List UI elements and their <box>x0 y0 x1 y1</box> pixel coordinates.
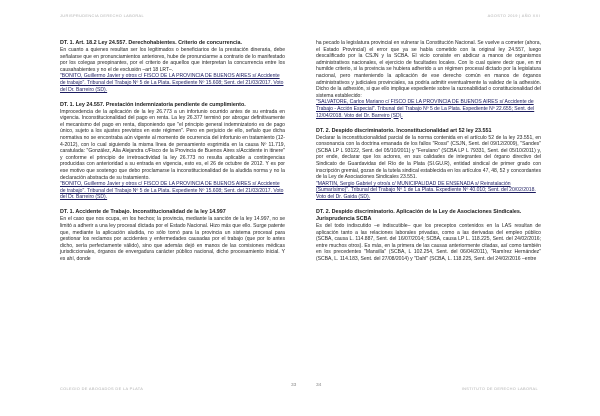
case-heading: DT. 2. Despido discriminatorio. Inconstitucionalidad art 52 ley 23.551 <box>316 127 492 134</box>
case-entry <box>60 40 285 93</box>
case-body: ha pecado la legislatura provincial en vulnerar la Constitución Nacional. Se vuelve a cometer (ahora, el Estado Provincial) el error que ya se había cometido con la original ley 24.557, luego descalificado por la CSJN y la SCBA. El vicio consiste en abdicar a manos de organismos administrativos nacionales, el ejercicio de facultades locales. Con lo cual quiere decir que, en mi humilde criterio, si la provincia se hubiera adherido a un régimen procesal dictado por la legislatura nacional, pero manteniendo la aplicación de ese derecho común en manos de órganos administrativos y judiciales provinciales, sa podría admitir eventualmente la validez de la adhesión. Dicho de la adhesión, si que ello implique expediente sobre la razonabilidad o constitucionalidad del sistema establecido: <box>316 40 541 99</box>
running-footer-left: COLEGIO DE ABOGADOS DE LA PLATA <box>60 386 144 391</box>
case-entry <box>60 102 285 201</box>
case-heading: DT. 1. Accidente de Trabajo. Inconstitucionalidad de la ley 14.997 <box>60 209 226 216</box>
case-entry <box>316 209 541 263</box>
running-footer-right: INSTITUTO DE DERECHO LABORAL <box>461 386 538 391</box>
case-body: Es del todo indiscutido –e indiscutible– que los preceptos contenidos en la LAS resultan de aplicación tanto a las relaciones laborales privadas, como a las derivadas del empleo público (SCBA, causa L. 114.887, Sent. del 16/07/2014; SCBA, causa LP L. 118.225, Sent. del 24/02/2016; entre muchos otros). Es más, en la primera de las causas anteriormente citadas, así como también en los precedentes "Mansilla" (SCBA, L 102.254, Sent. del 06/04/2011), "Ramírez Hernández" (SCBA, L. 114.183, Sent. del 27/08/2014) y "Dahl" (SCBA, L. 118.225, Sent. del 24/02/2016 –entre <box>316 223 541 263</box>
right-column <box>316 40 541 263</box>
case-entry <box>316 128 541 201</box>
case-heading: DT. 2. Despido discriminatorio. Aplicación de la Ley de Asociaciones Sindicales. Jurisprudencia SCBA <box>316 209 522 223</box>
case-entry <box>60 209 285 262</box>
case-body: Declarar la inconstitucionalidad parcial de la norma contenida en el artículo 52 de la ley 23.551, en consonancia con la doctrina emanada de los fallos "Rossi" (CSJN, Sent. del 09/12/2009), "Sandes" (SCBA LP L 93122, Sent. del 05/10/2011) y "Ferulano" (SCBA LP L 79331, Sent. del 05/10/2011) y, por ende, declarar que los actores, en sus calidades de integrantes del órgano directivo del Sindicato de Guardavidas del Río de la Plata (SI.GU.R), entidad sindical de primer grado con inscripción gremial, gozan de la tutela sindical establecida en los artículos 47, 48, 52 y concordantes de la Ley de Asociaciones Sindicales 23.551. <box>316 134 541 181</box>
page-number-left: 33 <box>291 383 297 388</box>
page-number-right: 34 <box>316 383 322 388</box>
case-body: Improcedencia de la aplicación de la ley 26.773 a un infortunio ocurrido antes de su entrada en vigencia. Inconstitucionalidad del pago en renta. La ley 26.377 terminó por abrogar definitivamente el mecanismo del pago en renta, disponiendo que "el principio general indemnizatorio es de pago único, sujeto a los ajustes previstos en este régimen". Pero en perjuicio de ello, señalo que dicha normativa no se encontraba aún vigente al momento de ocurrencia del infortunio en tratamiento (12-4-2012), con lo cual siguiendo la misma línea de pensamiento esgrimida en la causa Nº 11.719, caratulada: "González, Alia Alejandra c/Fisco de la Provincia de Buenos Aires s/Accidente in itinere" y conforme el principio de irretroactividad la ley 26.773 no resulta aplicable a contingencias producidas con anterioridad a su entrada en vigencia, esto es, el 26 de octubre de 2012. Y es por ese motivo que sostengo que debo proclamarse la inconstitucionalidad de la aludida norma y no la declaración abstracta de su tratamiento. <box>60 108 285 181</box>
case-heading: DT. 1. Art. 18.2 Ley 24.557. Derechohabientes. Criterio de concurrencia. <box>60 40 242 46</box>
case-body: En cuanto a quienes resultan ser los legitimados o beneficiarios de la prestación dineraria, debe señalarse que en pronunciamientos anteriores, hube de pronunciarme a contrario de lo manifestado por los colegas preopinantes, por el criterio de aquellos que interpretan la concurrencia entre los causahabientes y no el de exclusión –art 18 LRT–. <box>60 47 285 73</box>
case-entry <box>316 40 541 119</box>
running-header-left: JURISPRUDENCIA DERECHO LABORAL <box>60 13 145 18</box>
case-citation-link[interactable]: "BONITO, Guillermo Javier y otros c/ FISCO DE LA PROVINCIA DE BUENOS AIRES s/ Accidente de trabajo". Tribunal del Trabajo Nº 5 de La Plata. Expediente Nº 15.608; Sent. del 21/03/2017. Voto del Dr. Barreiro (SD). <box>60 73 284 93</box>
case-citation-link[interactable]: "BONITO, Guillermo Javier y otros c/ FISCO DE LA PROVINCIA DE BUENOS AIRES s/ Accidente de trabajo". Tribunal del Trabajo Nº 5 de La Plata. Expediente Nº 15.608; Sent. del 21/03/2017. Voto del Dr. Barreiro (SD). <box>60 181 284 201</box>
case-citation-link[interactable]: "MARTIN, Sergio Gabriel y otro/a c/ MUNICIPALIDAD DE ENSENADA s/ Reinstalación (Sumarísimo)". Tribunal del Trabajo Nº 1 de La Plata. Expediente Nº 40.010; Sent. del 20/02/2018. Voto del Dr. Gaida (SD). <box>316 180 536 200</box>
case-heading: DT. 1. Ley 24.557. Prestación indemnizatoria pendiente de cumplimiento. <box>60 101 246 108</box>
left-column <box>60 40 285 263</box>
case-citation-link[interactable]: "SALVATORE, Carlos Mariano c/ FISCO DE LA PROVINCIA DE BUENOS AIRES s/ Accidente de Trabajo - Acción Especial". Tribunal del Trabajo Nº 5 de La Plata. Expediente Nº 22.655; Sent. del 12/04/2018. Voto del Dr. Barreiro (SD). <box>316 99 535 119</box>
running-header-right: AGOSTO 2019 | AÑO XXI <box>487 13 540 18</box>
case-body: En el caso que nos ocupa, en los hechos; la provincia, mediante la sanción de la ley 14.997, no se limitó a adherir a una ley procesal dictada por el Estado Nacional. Hizo más que ello. Surge patente que, mediante la aplicación aludida, no sólo tornó para la provincia un sistema procesal para gestionar los reclamos por accidentes y enfermedades causadas por el trabajo (que por lo antes dicho, sería perfectamente válido), sino que además dejó en manos de las comisiones médicas jurisdiccionales, órganos de envergadura carácter público nacional, dicho procesamiento inicial. Y es ahí, donde <box>60 216 285 263</box>
